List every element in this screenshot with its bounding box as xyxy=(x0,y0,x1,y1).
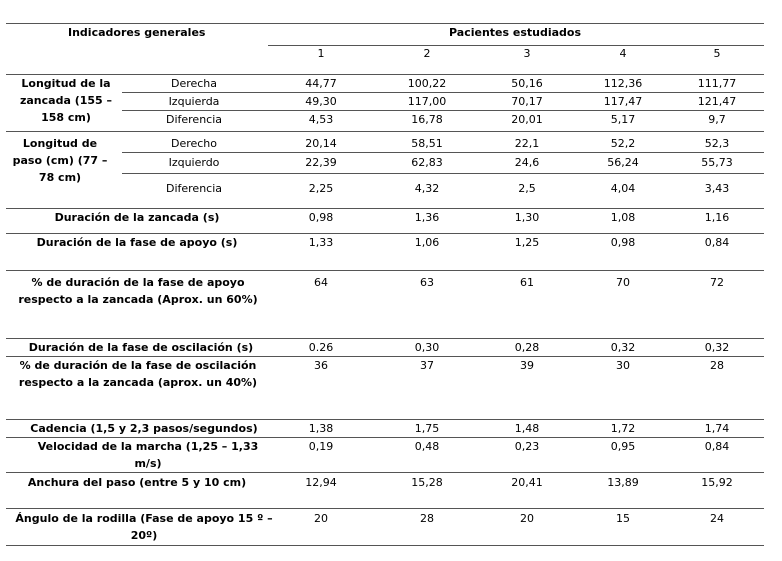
group-sub-label: Derecho xyxy=(170,137,218,150)
table-cell: 1,38 xyxy=(308,422,334,435)
table-cell: 63 xyxy=(420,276,434,289)
table-cell: 1,74 xyxy=(704,422,730,435)
table-cell: 61 xyxy=(520,276,534,289)
row-label: % de duración de la fase de apoyo respecto a la zancada (Aprox. un 60%) xyxy=(18,276,258,306)
table-cell: 64 xyxy=(314,276,328,289)
row-label: Cadencia (1,5 y 2,3 pasos/segundos) xyxy=(30,422,258,435)
table-cell: 20 xyxy=(520,512,534,525)
row-label: Velocidad de la marcha (1,25 – 1,33 m/s) xyxy=(37,440,259,470)
table-cell: 0,98 xyxy=(610,236,636,249)
table-cell: 117,47 xyxy=(603,95,643,108)
table-cell: 72 xyxy=(710,276,724,289)
table-cell: 62,83 xyxy=(411,156,443,169)
table-cell: 49,30 xyxy=(305,95,337,108)
table-cell: 13,89 xyxy=(607,476,639,489)
table-cell: 24,6 xyxy=(514,156,540,169)
group-sub-label: Diferencia xyxy=(165,113,223,126)
table-cell: 9,7 xyxy=(708,113,726,126)
table-cell: 1,06 xyxy=(414,236,440,249)
column-header: 3 xyxy=(523,47,531,60)
table-cell: 0,98 xyxy=(308,211,334,224)
column-header: 4 xyxy=(619,47,627,60)
rule-r2-end xyxy=(6,270,764,271)
table-cell: 1,25 xyxy=(514,236,540,249)
table-cell: 1,30 xyxy=(514,211,540,224)
table-cell: 24 xyxy=(710,512,724,525)
table-cell: 3,43 xyxy=(704,182,730,195)
table-cell: 0,84 xyxy=(704,440,730,453)
table-cell: 111,77 xyxy=(697,77,737,90)
table-cell: 20,01 xyxy=(511,113,543,126)
table-cell: 16,78 xyxy=(411,113,443,126)
rule-g2-r1 xyxy=(122,152,764,153)
table-cell: 1,72 xyxy=(610,422,636,435)
rule-g2-r2 xyxy=(122,173,764,174)
row-label: Ángulo de la rodilla (Fase de apoyo 15 º – 20º) xyxy=(15,512,273,542)
column-header: 2 xyxy=(423,47,431,60)
table-cell: 121,47 xyxy=(697,95,737,108)
table-cell: 0,19 xyxy=(308,440,334,453)
table-cell: 1,48 xyxy=(514,422,540,435)
table-cell: 28 xyxy=(710,359,724,372)
table-cell: 1,33 xyxy=(308,236,334,249)
table-cell: 56,24 xyxy=(607,156,639,169)
table-cell: 0,95 xyxy=(610,440,636,453)
table-cell: 22,1 xyxy=(514,137,540,150)
column-header: 5 xyxy=(713,47,721,60)
row-label: Anchura del paso (entre 5 y 10 cm) xyxy=(27,476,247,489)
table-cell: 15,92 xyxy=(701,476,733,489)
table-cell: 37 xyxy=(420,359,434,372)
row-label: Duración de la zancada (s) xyxy=(54,211,220,224)
table-cell: 22,39 xyxy=(305,156,337,169)
header-patients: Pacientes estudiados xyxy=(449,26,582,39)
table-cell: 20 xyxy=(314,512,328,525)
table-cell: 0,28 xyxy=(514,341,540,354)
rule-r7-end xyxy=(6,472,764,473)
row-label: Duración de la fase de apoyo (s) xyxy=(36,236,238,249)
table-cell: 2,5 xyxy=(518,182,536,195)
table-cell: 1,75 xyxy=(414,422,440,435)
rule-r8-end xyxy=(6,508,764,509)
table-cell: 4,32 xyxy=(414,182,440,195)
table-cell: 70 xyxy=(616,276,630,289)
group-label: Longitud de la zancada (155 – 158 cm) xyxy=(19,77,113,124)
table-cell: 55,73 xyxy=(701,156,733,169)
table-cell: 28 xyxy=(420,512,434,525)
table-cell: 1,08 xyxy=(610,211,636,224)
table-cell: 50,16 xyxy=(511,77,543,90)
table-cell: 36 xyxy=(314,359,328,372)
table-cell: 12,94 xyxy=(305,476,337,489)
table-cell: 2,25 xyxy=(308,182,334,195)
row-label: % de duración de la fase de oscilación respecto a la zancada (aprox. un 40%) xyxy=(18,359,258,389)
table-cell: 0,32 xyxy=(704,341,730,354)
table-cell: 52,2 xyxy=(610,137,636,150)
row-label: Duración de la fase de oscilación (s) xyxy=(28,341,254,354)
column-header: 1 xyxy=(317,47,325,60)
table-cell: 1,36 xyxy=(414,211,440,224)
table-cell: 0,30 xyxy=(414,341,440,354)
table-cell: 15 xyxy=(616,512,630,525)
rule-bottom xyxy=(6,545,764,546)
table-cell: 0.26 xyxy=(308,341,334,354)
group-sub-label: Diferencia xyxy=(165,182,223,195)
group-sub-label: Izquierdo xyxy=(168,156,220,169)
table-cell: 15,28 xyxy=(411,476,443,489)
header-indicators: Indicadores generales xyxy=(68,26,206,39)
table-cell: 4,04 xyxy=(610,182,636,195)
table-cell: 112,36 xyxy=(603,77,643,90)
table-cell: 58,51 xyxy=(411,137,443,150)
table-cell: 0,32 xyxy=(610,341,636,354)
table-cell: 4,53 xyxy=(308,113,334,126)
table-cell: 20,41 xyxy=(511,476,543,489)
rule-g1-end xyxy=(6,131,764,132)
table-cell: 30 xyxy=(616,359,630,372)
group-sub-label: Derecha xyxy=(170,77,218,90)
table-cell: 0,48 xyxy=(414,440,440,453)
table-cell: 44,77 xyxy=(305,77,337,90)
table-cell: 117,00 xyxy=(407,95,447,108)
table-cell: 0,23 xyxy=(514,440,540,453)
group-label: Longitud de paso (cm) (77 – 78 cm) xyxy=(12,137,108,184)
table-cell: 100,22 xyxy=(407,77,447,90)
table-cell: 0,84 xyxy=(704,236,730,249)
table-cell: 70,17 xyxy=(511,95,543,108)
table-cell: 52,3 xyxy=(704,137,730,150)
table-cell: 20,14 xyxy=(305,137,337,150)
table-cell: 1,16 xyxy=(704,211,730,224)
group-sub-label: Izquierda xyxy=(168,95,220,108)
table-cell: 5,17 xyxy=(610,113,636,126)
table-cell: 39 xyxy=(520,359,534,372)
